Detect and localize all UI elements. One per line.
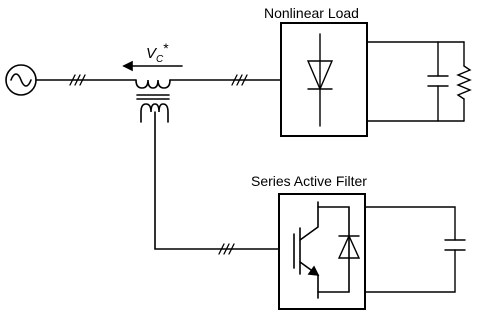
series-active-filter-label: Series Active Filter: [251, 173, 367, 189]
three-phase-mark: [70, 75, 85, 85]
load-dc-side: [367, 42, 470, 121]
compensation-voltage-label: [146, 40, 169, 65]
series-transformer: [124, 62, 182, 122]
vc-subscript: C: [156, 54, 164, 65]
nonlinear-load-label: Nonlinear Load: [264, 5, 359, 21]
filter-dc-capacitor: [365, 207, 465, 292]
nonlinear-load: [281, 23, 367, 136]
vc-star: *: [163, 40, 169, 56]
vc-main: V: [146, 45, 157, 62]
ac-source: [6, 65, 36, 95]
series-active-filter: [279, 194, 365, 309]
three-phase-mark: [232, 75, 247, 85]
